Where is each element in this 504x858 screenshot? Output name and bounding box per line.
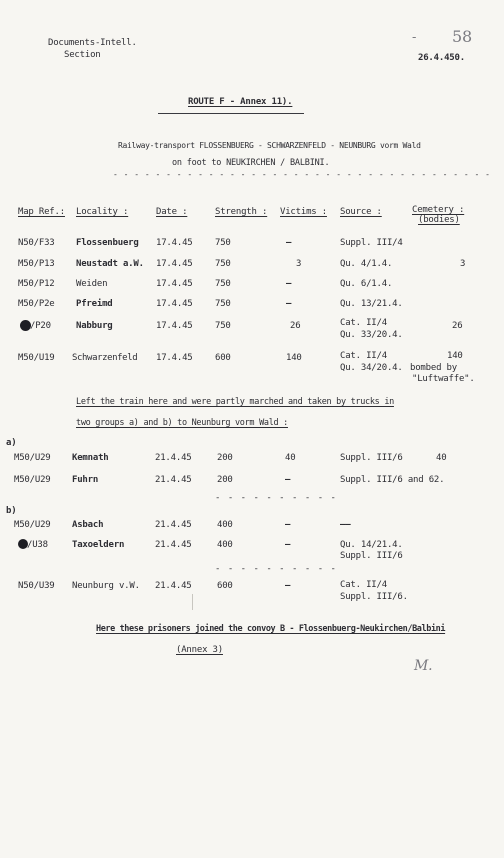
col-cemetery: Cemetery : <box>412 205 465 215</box>
source-line2: Qu. 34/20.4. <box>340 363 403 373</box>
victims: — <box>285 581 291 591</box>
map-ref: M50/U29 <box>14 453 51 463</box>
source: Suppl. III/6 <box>340 453 403 463</box>
department-line2: Section <box>64 50 101 60</box>
locality: Weiden <box>76 279 108 289</box>
locality: Neunburg v.W. <box>72 581 140 591</box>
map-ref: M50/U19 <box>18 353 55 363</box>
transport-line2: on foot to NEUKIRCHEN / BALBINI. <box>172 158 330 168</box>
col-victims: Victims : <box>280 207 327 217</box>
date: 17.4.45 <box>156 238 193 248</box>
locality: Schwarzenfeld <box>72 353 138 363</box>
date: 17.4.45 <box>156 259 193 269</box>
cemetery-bodies: 40 <box>436 453 447 463</box>
col-source: Source : <box>340 207 382 217</box>
initials-signature: M. <box>414 658 433 674</box>
date: 21.4.45 <box>155 520 192 530</box>
paper-crease <box>192 594 193 610</box>
group-b-label: b) <box>6 506 17 516</box>
page-number: 58 <box>452 27 472 46</box>
col-locality: Locality : <box>76 207 129 217</box>
source: Qu. 4/1.4. <box>340 259 393 269</box>
note-line1: Left the train here and were partly marched and taken by trucks in <box>76 397 394 407</box>
date: 17.4.45 <box>156 279 193 289</box>
map-ref: M50/P2e <box>18 299 55 309</box>
note-line2: two groups a) and b) to Neunburg vorm Wald : <box>76 418 288 428</box>
locality: Taxoeldern <box>72 540 125 550</box>
victims: 26 <box>290 321 301 331</box>
date: 21.4.45 <box>155 475 192 485</box>
section-dashes-b: - - - - - - - - - - <box>215 564 337 574</box>
strength: 750 <box>215 279 231 289</box>
source-line2: Suppl. III/6. <box>340 592 408 602</box>
locality: Asbach <box>72 520 104 530</box>
source-line2: Qu. 33/20.4. <box>340 330 403 340</box>
date: 21.4.45 <box>155 581 192 591</box>
locality: Kemnath <box>72 453 109 463</box>
locality: Pfreimd <box>76 299 113 309</box>
col-cemetery-bodies: (bodies) <box>418 215 460 225</box>
victims: — <box>286 238 292 248</box>
source-line1: Cat. II/4 <box>340 580 387 590</box>
locality: Nabburg <box>76 321 113 331</box>
strength: 750 <box>215 238 231 248</box>
locality: Neustadt a.W. <box>76 259 144 269</box>
section-dashes-a: - - - - - - - - - - <box>215 493 337 503</box>
col-map-ref: Map Ref.: <box>18 207 65 217</box>
strength: 400 <box>217 520 233 530</box>
document-date: 26.4.450. <box>418 53 465 63</box>
title-dashes: - - - - - - - - - - - - - - - - - - - - - - - - - - - - - - - - - - - - <box>113 170 491 179</box>
footer-annex: (Annex 3) <box>176 645 223 655</box>
date: 17.4.45 <box>156 321 193 331</box>
source-line1: Cat. II/4 <box>340 318 387 328</box>
group-a-label: a) <box>6 438 17 448</box>
col-strength: Strength : <box>215 207 268 217</box>
source: Qu. 13/21.4. <box>340 299 403 309</box>
date: 17.4.45 <box>156 353 193 363</box>
cemetery-bodies: 26 <box>452 321 463 331</box>
victims: — <box>285 540 291 550</box>
locality: Fuhrn <box>72 475 99 485</box>
col-date: Date : <box>156 207 188 217</box>
date: 21.4.45 <box>155 540 192 550</box>
victims: — <box>285 520 291 530</box>
source: Suppl. III/4 <box>340 238 403 248</box>
source-line1: Qu. 14/21.4. <box>340 540 403 550</box>
map-ref: M50/P13 <box>18 259 55 269</box>
map-ref: N50/F33 <box>18 238 55 248</box>
strength: 600 <box>215 353 231 363</box>
map-ref: /P20 <box>30 321 51 331</box>
strength: 750 <box>215 299 231 309</box>
cemetery-bodies: 140 <box>447 351 463 361</box>
route-title: ROUTE F - Annex 11). <box>188 97 293 107</box>
strength: 200 <box>217 475 233 485</box>
title-rule <box>158 113 304 114</box>
department-line1: Documents-Intell. <box>48 38 137 48</box>
victims: 3 <box>296 259 302 269</box>
map-ref: M50/P12 <box>18 279 55 289</box>
victims: — <box>286 299 292 309</box>
cemetery-note-line2: "Luftwaffe". <box>412 374 475 384</box>
cemetery-bodies: 3 <box>460 259 466 269</box>
strength: 200 <box>217 453 233 463</box>
cemetery-note-line1: bombed by <box>410 363 457 373</box>
map-ref: N50/U39 <box>18 581 55 591</box>
map-ref: M50/U29 <box>14 520 51 530</box>
strength: 750 <box>215 259 231 269</box>
source: —— <box>340 520 351 530</box>
strength: 600 <box>217 581 233 591</box>
strength: 750 <box>215 321 231 331</box>
source: Suppl. III/6 and 62. <box>340 475 445 485</box>
victims: — <box>285 475 291 485</box>
map-ref: M50/U29 <box>14 475 51 485</box>
date: 21.4.45 <box>155 453 192 463</box>
source: Qu. 6/1.4. <box>340 279 393 289</box>
source-line2: Suppl. III/6 <box>340 551 403 561</box>
victims: 140 <box>286 353 302 363</box>
source-line1: Cat. II/4 <box>340 351 387 361</box>
transport-line1: Railway-transport FLOSSENBUERG - SCHWARZENFELD - NEUNBURG vorm Wald <box>118 141 421 150</box>
footer-line1: Here these prisoners joined the convoy B - Flossenbuerg-Neukirchen/Balbini <box>96 624 446 634</box>
map-ref: /U38 <box>27 540 48 550</box>
locality: Flossenbuerg <box>76 238 139 248</box>
page-prefix: - <box>412 30 417 45</box>
victims: 40 <box>285 453 296 463</box>
date: 17.4.45 <box>156 299 193 309</box>
strength: 400 <box>217 540 233 550</box>
victims: — <box>286 279 292 289</box>
